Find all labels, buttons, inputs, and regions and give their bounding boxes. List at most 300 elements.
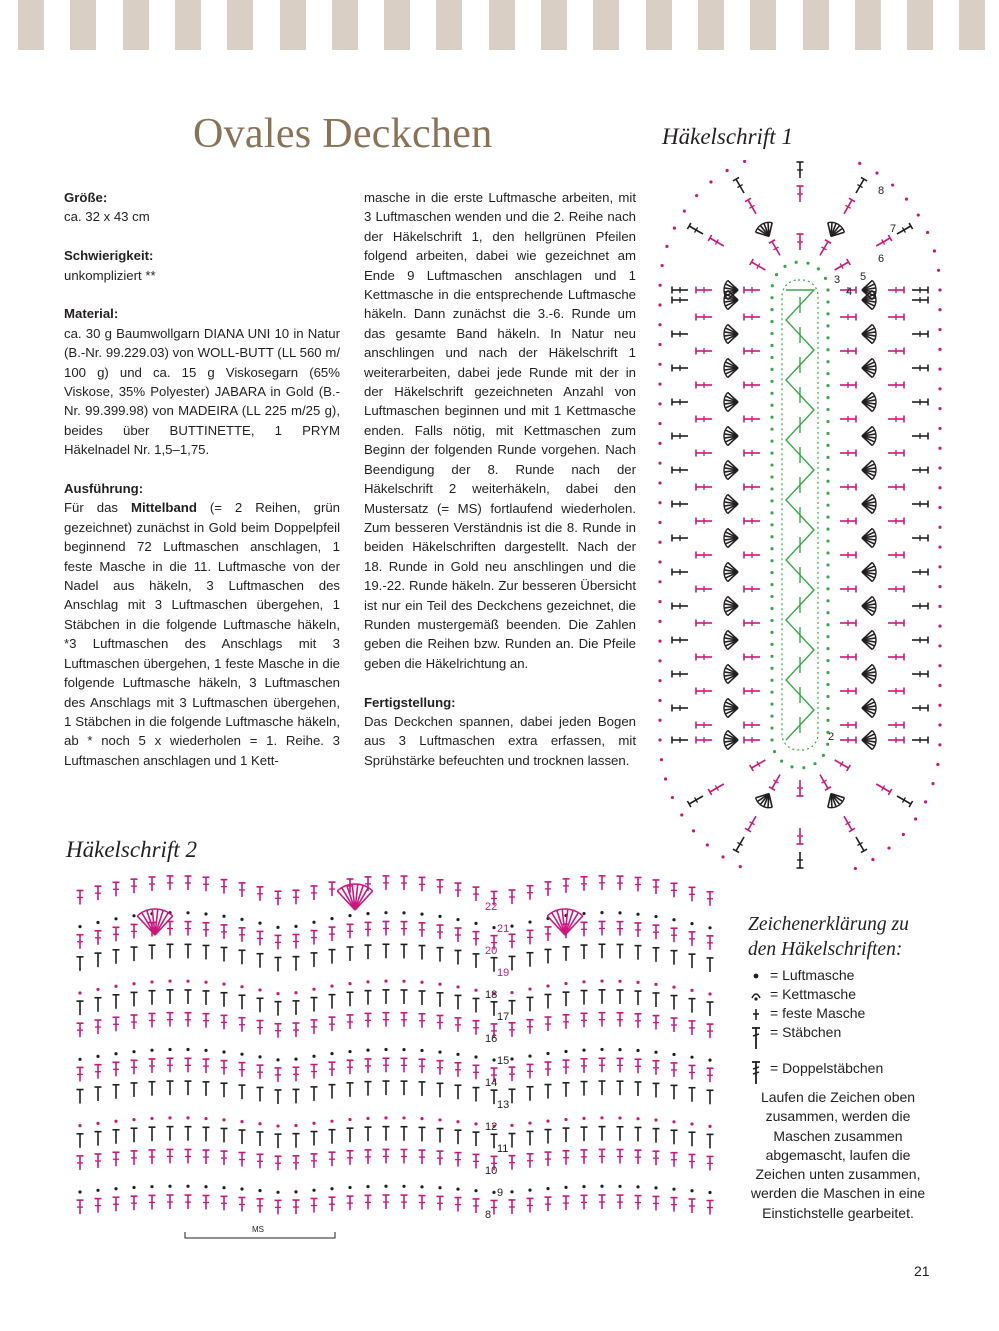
chain-dot xyxy=(618,1048,621,1051)
chain-dot xyxy=(661,264,664,267)
fan-arc xyxy=(872,494,876,513)
chain-dot xyxy=(770,428,773,431)
chain-dot xyxy=(826,372,829,375)
chain-dot xyxy=(348,914,351,917)
chain-dot xyxy=(510,1190,513,1193)
chain-dot xyxy=(826,432,829,435)
chart2-row-label: 12 xyxy=(485,1121,498,1133)
chain-dot xyxy=(770,619,773,622)
chain-dot xyxy=(366,1117,369,1120)
chain-dot xyxy=(826,611,829,614)
top-bar-square xyxy=(280,0,306,50)
chain-dot xyxy=(78,1124,81,1127)
chain-dot xyxy=(770,356,773,359)
chain-dot xyxy=(770,655,773,658)
fan-arc xyxy=(724,664,728,683)
chain-dot xyxy=(658,679,661,682)
chain-dot xyxy=(690,1122,693,1125)
chain-dot xyxy=(582,980,585,983)
chart2-row-label: 15 xyxy=(497,1055,510,1067)
chain-dot xyxy=(168,1048,171,1051)
chain-dot xyxy=(826,336,829,339)
chain-dot xyxy=(875,171,878,174)
chain-dot xyxy=(672,986,675,989)
chain-dot xyxy=(294,1124,297,1127)
chain-dot xyxy=(660,758,663,761)
fan-arc xyxy=(724,596,728,615)
fan-arc xyxy=(872,630,876,649)
chain-dot xyxy=(795,261,798,264)
fan-arc xyxy=(872,324,876,343)
chain-dot xyxy=(132,1050,135,1053)
chain-dot xyxy=(826,635,829,638)
chain-dot xyxy=(510,991,513,994)
chain-dot xyxy=(658,343,661,346)
chain-dot xyxy=(826,539,829,542)
chain-dot xyxy=(474,1055,477,1058)
chain-dot xyxy=(240,1053,243,1056)
chart2-row-label: 10 xyxy=(485,1165,498,1177)
chain-dot xyxy=(582,912,585,915)
chain-dot xyxy=(826,480,829,483)
chain-dot xyxy=(456,985,459,988)
chain-dot xyxy=(926,231,929,234)
chain-dot xyxy=(770,607,773,610)
fan-arc xyxy=(872,730,876,749)
chain-dot xyxy=(658,442,661,445)
chain-dot xyxy=(708,926,711,929)
top-bar-square xyxy=(384,0,410,50)
chart2-row-label: 18 xyxy=(485,989,498,1001)
chain-dot xyxy=(658,402,661,405)
chain-dot xyxy=(96,1189,99,1192)
chain-dot xyxy=(96,921,99,924)
chain-dot xyxy=(770,726,773,729)
dot-icon xyxy=(748,966,764,985)
chain-dot xyxy=(636,1049,639,1052)
chain-dot xyxy=(546,1187,549,1190)
chain-dot xyxy=(618,911,621,914)
chain-dot xyxy=(600,911,603,914)
chain-dot xyxy=(240,918,243,921)
chain-dot xyxy=(528,1189,531,1192)
chain-dot xyxy=(770,631,773,634)
chain-dot xyxy=(692,829,695,832)
legend-title: Zeichenerklärung zu den Häkelschriften: xyxy=(748,914,909,960)
chart2-row-label: 21 xyxy=(497,923,510,935)
chain-dot xyxy=(664,777,667,780)
chart2-row-label: 8 xyxy=(485,1209,492,1221)
chart1-row-label: 5 xyxy=(860,271,867,283)
chain-dot xyxy=(258,988,261,991)
chart1-row-label: 8 xyxy=(878,185,885,197)
chain-dot xyxy=(826,527,829,530)
chain-dot xyxy=(132,1118,135,1121)
chain-dot xyxy=(826,695,829,698)
chain-dot xyxy=(78,925,81,928)
chain-dot xyxy=(636,913,639,916)
fan-arc xyxy=(724,426,728,445)
chain-dot xyxy=(186,1185,189,1188)
chain-dot xyxy=(600,979,603,982)
material-text: ca. 30 g Baumwollgarn DIANA UNI 10 in Natur (B.-Nr. 99.229.03) von WOLL-BUTT (LL 560 m/ 100 g) und ca. 15 g Viskosegarn (65% Viskose, 35% Polyester) JABARA in Gold (B.-Nr. 99.399.98) von MADEIRA (LL 225 m/25 g), beides über BUTTINETTE, 1 PRYM Häkelnadel Nr. 1,5–1,75. xyxy=(64,325,340,458)
chain-dot xyxy=(826,288,829,291)
chain-dot xyxy=(384,1185,387,1188)
chain-dot xyxy=(770,738,773,741)
difficulty-heading: Schwierigkeit: xyxy=(64,248,154,264)
chain-dot xyxy=(168,979,171,982)
chain-dot xyxy=(826,587,829,590)
mittelband-label: Mittelband xyxy=(130,500,197,516)
chain-dot xyxy=(258,922,261,925)
fan-arc xyxy=(872,460,876,479)
chain-dot xyxy=(168,1185,171,1188)
chart2-row-label: 19 xyxy=(497,967,510,979)
fan-arc xyxy=(872,698,876,717)
chain-dot xyxy=(826,468,829,471)
chart1-row-label: 7 xyxy=(890,223,897,235)
chain-dot xyxy=(658,659,661,662)
chain-dot xyxy=(312,1189,315,1192)
chain-dot xyxy=(938,506,941,509)
chain-dot xyxy=(564,1118,567,1121)
chain-dot xyxy=(770,511,773,514)
chain-dot xyxy=(695,194,698,197)
fan-arc xyxy=(724,630,728,649)
chain-dot xyxy=(826,504,829,507)
fan-arc xyxy=(872,392,876,411)
chain-dot xyxy=(871,858,874,861)
treble-crochet-icon xyxy=(748,1059,764,1085)
chain-dot xyxy=(672,1188,675,1191)
chain-dot xyxy=(671,796,674,799)
chain-dot xyxy=(150,1117,153,1120)
chain-dot xyxy=(438,1050,441,1053)
chain-dot xyxy=(658,382,661,385)
chain-dot xyxy=(770,714,773,717)
chain-dot xyxy=(826,647,829,650)
size-heading: Größe: xyxy=(64,190,108,205)
chain-dot xyxy=(330,985,333,988)
chain-dot xyxy=(222,1118,225,1121)
chain-dot xyxy=(770,380,773,383)
chain-dot xyxy=(708,992,711,995)
chain-dot xyxy=(168,1116,171,1119)
material-heading: Material: xyxy=(64,306,119,322)
fan-arc xyxy=(724,324,728,343)
chain-dot xyxy=(402,1048,405,1051)
size-text: ca. 32 x 43 cm xyxy=(64,209,150,225)
chain-dot xyxy=(654,915,657,918)
chain-dot xyxy=(826,575,829,578)
chain-dot xyxy=(276,992,279,995)
chain-dot xyxy=(258,1189,261,1192)
chain-dot xyxy=(938,664,941,667)
chain-dot xyxy=(936,763,939,766)
chain-dot xyxy=(276,926,279,929)
chain-dot xyxy=(806,262,809,265)
chain-dot xyxy=(658,284,661,287)
chain-dot xyxy=(654,1051,657,1054)
page-title: Ovales Deckchen xyxy=(193,111,493,157)
chain-dot xyxy=(739,865,742,868)
chain-dot xyxy=(658,521,661,524)
chart1-title: Häkelschrift 1 xyxy=(662,124,793,149)
fan-arc xyxy=(872,664,876,683)
chain-dot xyxy=(938,743,941,746)
chain-dot xyxy=(582,1048,585,1051)
chain-dot xyxy=(683,209,686,212)
chain-dot xyxy=(690,1189,693,1192)
chain-dot xyxy=(114,985,117,988)
chain-dot xyxy=(802,766,805,769)
chain-dot xyxy=(725,169,728,172)
fan-arc xyxy=(724,358,728,377)
chain-dot xyxy=(492,1058,495,1061)
chain-dot xyxy=(938,447,941,450)
chain-dot xyxy=(402,1185,405,1188)
chain-dot xyxy=(770,499,773,502)
chain-dot xyxy=(770,667,773,670)
chain-dot xyxy=(654,1118,657,1121)
chart2-row-label: 11 xyxy=(497,1143,509,1155)
chain-dot xyxy=(294,925,297,928)
chain-dot xyxy=(204,1117,207,1120)
instructions-heading: Ausführung: xyxy=(64,481,144,497)
chain-dot xyxy=(258,1055,261,1058)
chain-dot xyxy=(658,620,661,623)
chain-dot xyxy=(826,551,829,554)
top-bar-square xyxy=(803,0,829,50)
chain-dot xyxy=(770,571,773,574)
chain-dot xyxy=(510,1057,513,1060)
instructions-text-2: masche in die erste Luftmasche arbeiten, mit 3 Luftmaschen wenden und die 2. Reihe nach der Häkelschrift 1, den hellgrünen Pfeilen folgend arbeiten, dabei wie gezeichnet am Ende 9 Luftmaschen anschlagen und 1 Kettmasche in die entsprechende Luftmasche häkeln. Dann zunächst die 3.-6. Runde um das gesamte Band häkeln. In Natur neu anschlingen und nach der Häkelschrift 1 weiterarbeiten, dabei jede Runde mit der in der Häkelschrift gezeichneten Anzahl von Luftmaschen beginnen und mit 1 Kettmasche enden. Falls nötig, mit Kettmaschen zum Beginn der folgenden Runde vorgehen. Nach Beendigung der 8. Runde nach der Häkelschrift 2 weiterhäkeln, dabei den Mustersatz (= MS) fortlaufend wiederholen. Zum besseren Verständnis ist die 8. Runde in beiden Häkelschriften dargestellt. Nach der 18. Runde in Gold neu anschlingen und die 19.-22. Runde häkeln. Zur besseren Übersicht ist nur ein Teil des Deckchens gezeichnet, die Runden mustergemäß beenden. Die Zahlen geben die Reihen bzw. Runden an. Die Pfeile geben die Häkelrichtung an. xyxy=(364,190,636,671)
chain-dot xyxy=(96,1122,99,1125)
chain-dot xyxy=(938,407,941,410)
chain-dot xyxy=(826,360,829,363)
fan-arc xyxy=(872,596,876,615)
chain-dot xyxy=(474,1189,477,1192)
chain-dot xyxy=(312,988,315,991)
chain-dot xyxy=(938,486,941,489)
chain-dot xyxy=(826,492,829,495)
chain-dot xyxy=(826,671,829,674)
chain-dot xyxy=(937,269,940,272)
chain-dot xyxy=(770,583,773,586)
chain-dot xyxy=(546,1119,549,1122)
chain-dot xyxy=(222,983,225,986)
chain-dot xyxy=(348,1118,351,1121)
chain-dot xyxy=(826,348,829,351)
chain-dot xyxy=(658,422,661,425)
chain-dot xyxy=(510,1124,513,1127)
chain-dot xyxy=(438,983,441,986)
top-bar-square xyxy=(593,0,619,50)
chain-dot xyxy=(770,320,773,323)
chain-dot xyxy=(826,743,829,746)
chain-dot xyxy=(600,1185,603,1188)
chart1-row-label: 6 xyxy=(878,253,885,265)
chart2-row-label: 17 xyxy=(497,1011,510,1023)
top-bar-square xyxy=(436,0,462,50)
chain-dot xyxy=(636,1185,639,1188)
legend-item-treble-crochet: = Doppelstäbchen xyxy=(748,1059,948,1078)
chart1-row-label: 3 xyxy=(834,274,841,286)
top-bar-square xyxy=(855,0,881,50)
chain-dot xyxy=(826,599,829,602)
chain-dot xyxy=(348,982,351,985)
legend-item-double-crochet: = Stäbchen xyxy=(748,1023,948,1059)
chain-dot xyxy=(690,989,693,992)
chain-dot xyxy=(690,1056,693,1059)
chain-dot xyxy=(854,867,857,870)
chain-dot xyxy=(826,683,829,686)
fan-arc xyxy=(724,528,728,547)
chain-dot xyxy=(312,1055,315,1058)
chain-dot xyxy=(938,704,941,707)
chain-dot xyxy=(708,1059,711,1062)
chain-dot xyxy=(78,1058,81,1061)
chain-dot xyxy=(826,516,829,519)
chain-dot xyxy=(438,915,441,918)
chain-dot xyxy=(938,466,941,469)
chain-dot xyxy=(114,1052,117,1055)
chain-dot xyxy=(456,1053,459,1056)
top-bar-square xyxy=(70,0,96,50)
chain-dot xyxy=(150,980,153,983)
chain-dot xyxy=(186,911,189,914)
chain-dot xyxy=(775,273,778,276)
chain-dot xyxy=(826,707,829,710)
text-column-left xyxy=(64,188,340,770)
chain-dot xyxy=(402,911,405,914)
chain-dot xyxy=(492,926,495,929)
top-bar-square xyxy=(18,0,44,50)
page-number: 21 xyxy=(914,1263,930,1279)
chain-dot xyxy=(78,1190,81,1193)
top-bar-square xyxy=(646,0,672,50)
chain-dot xyxy=(658,600,661,603)
chain-dot xyxy=(905,198,908,201)
fan-arc xyxy=(724,460,728,479)
chart2-row-label: 9 xyxy=(497,1187,504,1199)
chain-dot xyxy=(366,980,369,983)
chain-dot xyxy=(384,911,387,914)
chain-dot xyxy=(826,456,829,459)
fan-arc xyxy=(872,426,876,445)
chain-dot xyxy=(186,980,189,983)
chain-dot xyxy=(770,643,773,646)
chain-dot xyxy=(771,284,774,287)
chart2-row-label: 16 xyxy=(485,1033,498,1045)
chain-dot xyxy=(931,782,934,785)
chain-dot xyxy=(743,160,746,163)
slip-stitch-icon xyxy=(748,985,764,1004)
chain-dot xyxy=(438,1186,441,1189)
chain-dot xyxy=(618,980,621,983)
chain-dot xyxy=(770,523,773,526)
chain-dot xyxy=(938,526,941,529)
chain-dot xyxy=(312,921,315,924)
chain-dot xyxy=(366,1185,369,1188)
fan-arc xyxy=(724,494,728,513)
chain-dot xyxy=(672,1120,675,1123)
fan-arc xyxy=(872,528,876,547)
top-bar-square xyxy=(332,0,358,50)
legend-item-slip-stitch: = Kettmasche xyxy=(748,985,948,1004)
chain-dot xyxy=(790,765,793,768)
chain-dot xyxy=(938,387,941,390)
legend-item-chain: = Luftmasche xyxy=(748,966,948,985)
chain-dot xyxy=(773,750,776,753)
chain-dot xyxy=(826,659,829,662)
chain-dot xyxy=(938,605,941,608)
chain-dot xyxy=(783,265,786,268)
chain-dot xyxy=(420,1049,423,1052)
chain-dot xyxy=(680,813,683,816)
chain-dot xyxy=(933,249,936,252)
chain-dot xyxy=(618,1116,621,1119)
chain-dot xyxy=(240,1120,243,1123)
difficulty-text: unkompliziert ** xyxy=(64,267,156,283)
chain-dot xyxy=(826,300,829,303)
legend xyxy=(748,912,948,1237)
chain-dot xyxy=(938,288,941,291)
chain-dot xyxy=(276,1191,279,1194)
chain-dot xyxy=(78,991,81,994)
crochet-chart-2 xyxy=(55,840,735,1250)
chain-dot xyxy=(402,1116,405,1119)
top-bar-square xyxy=(698,0,724,50)
chain-dot xyxy=(150,1185,153,1188)
chain-dot xyxy=(420,913,423,916)
chain-dot xyxy=(636,1117,639,1120)
top-decorative-bar xyxy=(0,0,999,50)
chain-dot xyxy=(384,1048,387,1051)
chain-dot xyxy=(96,988,99,991)
chain-dot xyxy=(528,987,531,990)
chain-dot xyxy=(708,1125,711,1128)
chain-dot xyxy=(132,1186,135,1189)
chain-dot xyxy=(770,332,773,335)
chain-dot xyxy=(366,912,369,915)
chain-dot xyxy=(420,1117,423,1120)
chain-dot xyxy=(826,396,829,399)
chart2-row-label: 13 xyxy=(497,1099,510,1111)
chain-dot xyxy=(658,719,661,722)
chain-dot xyxy=(658,303,661,306)
chain-dot xyxy=(564,1186,567,1189)
chain-dot xyxy=(770,404,773,407)
chain-dot xyxy=(546,1052,549,1055)
chain-dot xyxy=(826,312,829,315)
chain-dot xyxy=(938,644,941,647)
ms-label: MS xyxy=(252,1225,264,1234)
chain-dot xyxy=(826,444,829,447)
chain-dot xyxy=(658,541,661,544)
chain-dot xyxy=(780,760,783,763)
chain-dot xyxy=(456,1120,459,1123)
fan-arc xyxy=(872,358,876,377)
chain-dot xyxy=(420,981,423,984)
chain-dot xyxy=(384,1116,387,1119)
chain-dot xyxy=(826,408,829,411)
chain-dot xyxy=(330,917,333,920)
top-bar-square xyxy=(489,0,515,50)
chain-dot xyxy=(826,384,829,387)
top-bar-square xyxy=(750,0,776,50)
chain-dot xyxy=(258,1122,261,1125)
